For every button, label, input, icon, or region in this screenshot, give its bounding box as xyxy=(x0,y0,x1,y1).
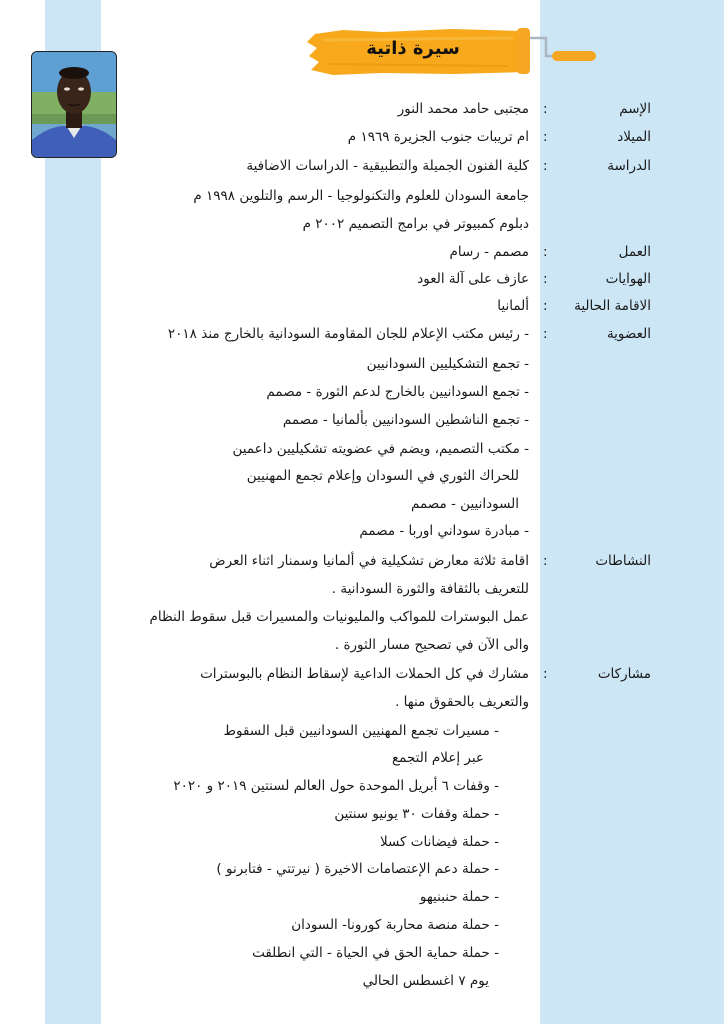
hobbies-colon: : xyxy=(543,271,548,287)
membership-colon: : xyxy=(543,326,548,342)
membership-item: - مكتب التصميم، ويضم في عضويته تشكيليين داعمين xyxy=(232,441,529,457)
activities-line: اقامة ثلاثة معارض تشكيلية في ألمانيا وسمنار اثناء العرض xyxy=(209,553,529,569)
birth-label: الميلاد xyxy=(617,129,651,145)
birth-colon: : xyxy=(543,129,548,145)
name-value: مجتبى حامد محمد النور xyxy=(397,101,529,117)
hobbies-value: عازف على آلة العود xyxy=(417,271,529,287)
residence-value: ألمانيا xyxy=(497,298,529,314)
activities-colon: : xyxy=(543,553,548,569)
profile-photo xyxy=(31,51,117,158)
residence-label: الاقامة الحالية xyxy=(574,298,651,314)
participation-item: - حملة دعم الإعتصامات الاخيرة ( نيرتتي - فتابرنو ) xyxy=(216,861,499,877)
study-colon: : xyxy=(543,158,548,174)
name-colon: : xyxy=(543,101,548,117)
paint-roller-icon xyxy=(517,28,596,74)
participation-item: يوم ٧ اغسطس الحالي xyxy=(362,973,489,989)
study-line: كلية الفنون الجميلة والتطبيقية - الدراسات الاضافية xyxy=(246,158,529,174)
person-photo-icon xyxy=(32,52,116,157)
participation-item: - وقفات ٦ أبريل الموحدة حول العالم لسنتين ٢٠١٩ و ٢٠٢٠ xyxy=(173,778,499,794)
study-line: دبلوم كمبيوتر في برامج التصميم ٢٠٠٢ م xyxy=(302,216,529,232)
membership-item: - مبادرة سوداني اوربا - مصمم xyxy=(359,523,529,539)
work-colon: : xyxy=(543,244,548,260)
participation-item: عبر إعلام التجمع xyxy=(391,750,484,766)
participation-item: - حملة منصة محاربة كورونا- السودان xyxy=(291,917,499,933)
membership-item: السودانيين - مصمم xyxy=(410,496,519,512)
residence-colon: : xyxy=(543,298,548,314)
participation-line: والتعريف بالحقوق منها . xyxy=(395,694,529,710)
participation-item: - مسيرات تجمع المهنيين السودانيين قبل السقوط xyxy=(223,723,499,739)
work-value: مصمم - رسام xyxy=(449,244,529,260)
participation-colon: : xyxy=(543,666,548,682)
participation-item: - حملة حماية الحق في الحياة - التي انطلقت xyxy=(252,945,499,961)
activities-line: عمل البوسترات للمواكب والمليونيات والمسيرات قبل سقوط النظام xyxy=(149,609,529,625)
membership-label: العضوية xyxy=(606,326,651,342)
study-line: جامعة السودان للعلوم والتكنولوجيا - الرسم والتلوين ١٩٩٨ م xyxy=(193,188,529,204)
membership-item: - رئيس مكتب الإعلام للجان المقاومة السودانية بالخارج منذ ٢٠١٨ xyxy=(167,326,529,342)
study-label: الدراسة xyxy=(607,158,651,174)
membership-item: للحراك الثوري في السودان وإعلام تجمع المهنيين xyxy=(246,468,519,484)
participation-label: مشاركات xyxy=(597,666,651,682)
participation-item: - حملة فيضانات كسلا xyxy=(379,834,499,850)
hobbies-label: الهوايات xyxy=(605,271,651,287)
membership-item: - تجمع التشكيليين السودانيين xyxy=(366,356,529,372)
membership-item: - تجمع السودانيين بالخارج لدعم الثورة - مصمم xyxy=(266,384,529,400)
name-label: الإسم xyxy=(619,101,651,117)
work-label: العمل xyxy=(618,244,651,260)
participation-line: مشارك في كل الحملات الداعية لإسقاط النظام بالبوسترات xyxy=(200,666,529,682)
activities-label: النشاطات xyxy=(595,553,651,569)
participation-item: - حملة حنبنيهو xyxy=(419,889,499,905)
activities-line: للتعريف بالثقافة والثورة السودانية . xyxy=(331,581,529,597)
membership-item: - تجمع الناشطين السودانيين بألمانيا - مصمم xyxy=(282,412,529,428)
right-color-strip xyxy=(540,0,724,1024)
activities-line: والى الآن في تصحيح مسار الثورة . xyxy=(334,637,529,653)
birth-value: ام تريبات جنوب الجزيرة ١٩٦٩ م xyxy=(347,129,529,145)
page-title: سيرة ذاتية xyxy=(366,38,460,59)
participation-item: - حملة وقفات ٣٠ يونيو سنتين xyxy=(334,806,499,822)
